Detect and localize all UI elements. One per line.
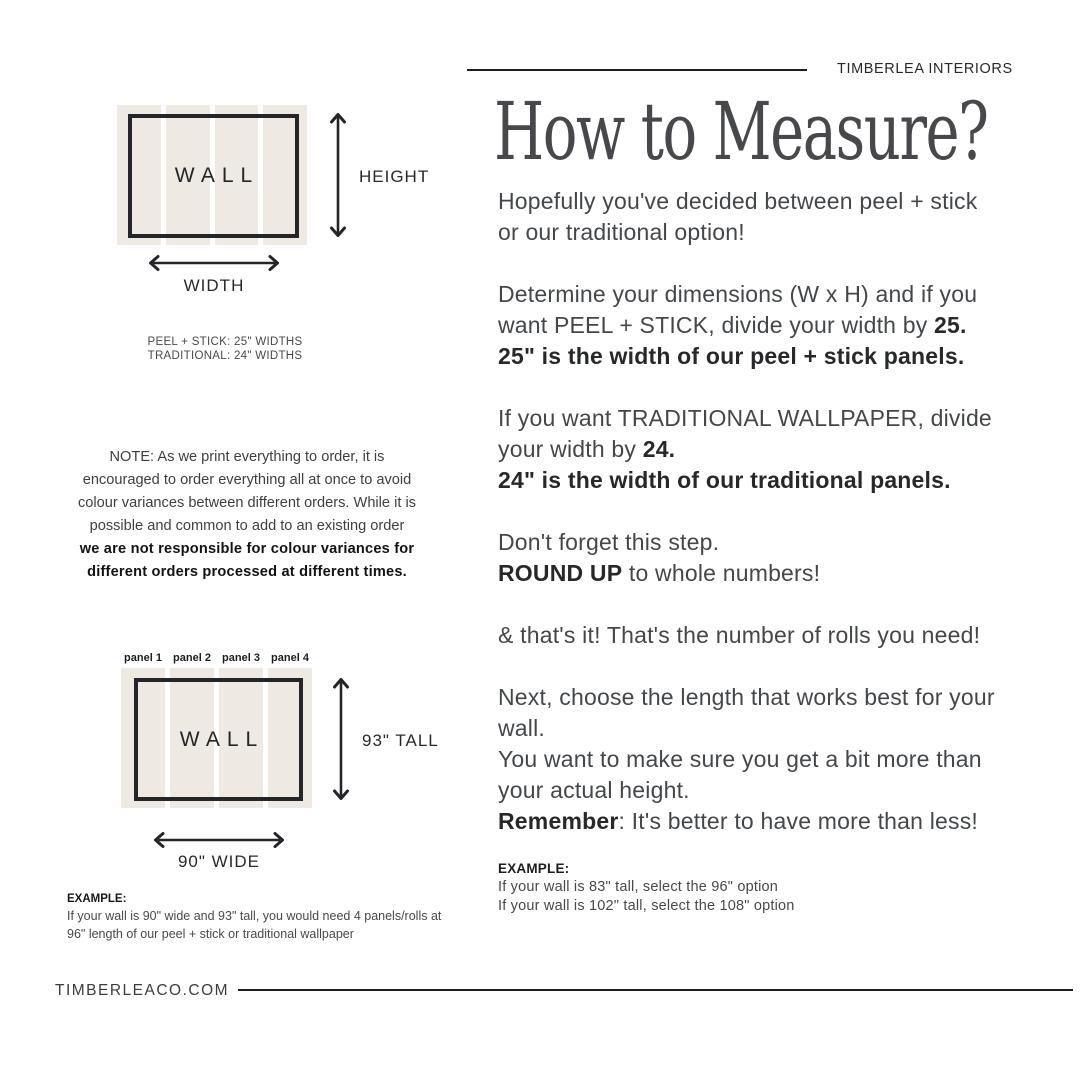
text-line: You want to make sure you get a bit more than (498, 746, 982, 772)
bold-span: 24. (642, 436, 676, 462)
spec-peel-stick: PEEL + STICK: 25" WIDTHS (147, 336, 303, 348)
note-line: colour variances between different orders. While it is (78, 495, 416, 511)
example-line: If your wall is 83" tall, select the 96" option (498, 879, 779, 895)
text-line: If you want TRADITIONAL WALLPAPER, divide (498, 405, 992, 431)
wall-label: WALL (179, 727, 265, 751)
text-line: or our traditional option! (498, 219, 745, 245)
text-span: : It's better to have more than less! (618, 808, 979, 834)
brand-text: TIMBERLEA INTERIORS (837, 61, 1013, 77)
left-example (67, 893, 441, 943)
para-round-up (498, 527, 1020, 589)
wall-outline (134, 678, 303, 801)
example-line: 96" length of our peel + stick or traditional wallpaper (67, 926, 354, 941)
text-span: your width by (498, 436, 643, 462)
spec-traditional: TRADITIONAL: 24" WIDTHS (147, 349, 303, 362)
note-line-bold: we are not responsible for colour variances for (79, 541, 415, 557)
panel-label-4: panel 4 (271, 652, 309, 664)
note-line: possible and common to add to an existing order (89, 518, 405, 534)
example-line: If your wall is 90" wide and 93" tall, you would need 4 panels/rolls at (67, 909, 442, 923)
header-divider (467, 69, 807, 71)
panel-label-1: panel 1 (124, 652, 162, 664)
wall-label: WALL (174, 164, 260, 187)
text-line: & that's it! That's the number of rolls you need! (498, 622, 981, 648)
text-line: Next, choose the length that works best for your (498, 684, 995, 710)
text-line (498, 806, 1020, 837)
height-label: HEIGHT (359, 167, 430, 186)
bold-span: 25. (934, 312, 967, 338)
right-example (498, 859, 1020, 916)
text-line: Hopefully you've decided between peel + stick (498, 188, 978, 214)
bold-span: Remember (498, 808, 619, 834)
wide-arrow-icon (153, 831, 285, 849)
wide-label: 90" WIDE (177, 852, 261, 871)
text-line (498, 558, 1020, 589)
panel-label-3: panel 3 (222, 652, 260, 664)
site-url: TIMBERLEACO.COM (55, 982, 230, 999)
para-thats-it (498, 620, 1020, 651)
page-title: How to Measure? (494, 85, 988, 178)
wall-outline (128, 114, 299, 238)
example-title: EXAMPLE: (498, 861, 570, 876)
width-label: WIDTH (183, 276, 245, 295)
width-arrow-icon (148, 254, 280, 272)
text-line: Don't forget this step. (498, 529, 720, 555)
para-traditional (498, 403, 1020, 496)
panel-width-spec (118, 336, 332, 363)
bold-span: ROUND UP (498, 560, 623, 586)
panel-labels-row (121, 652, 312, 664)
example-line: If your wall is 102" tall, select the 108" option (498, 898, 795, 914)
text-line: your actual height. (498, 777, 690, 803)
note-line: encouraged to order everything all at once to avoid (82, 472, 412, 488)
height-arrow-icon (329, 112, 347, 238)
text-line (498, 310, 1020, 341)
para-peel-stick (498, 279, 1020, 372)
note-line: NOTE: As we print everything to order, it is (109, 449, 385, 465)
tall-arrow-icon (332, 677, 350, 801)
text-line: Determine your dimensions (W x H) and if you (498, 281, 978, 307)
para-intro (498, 186, 1020, 248)
text-span: to whole numbers! (622, 560, 821, 586)
print-note (40, 446, 454, 584)
tall-label: 93" TALL (362, 731, 439, 750)
para-length (498, 682, 1020, 837)
text-line (498, 434, 1020, 465)
footer-divider (238, 989, 1073, 991)
example-title: EXAMPLE: (67, 893, 127, 905)
text-line: wall. (498, 715, 546, 741)
note-line-bold: different orders processed at different times. (87, 564, 407, 580)
body-copy (498, 186, 1020, 916)
text-line-bold: 25" is the width of our peel + stick panels. (498, 343, 965, 369)
text-line-bold: 24" is the width of our traditional panels. (498, 467, 951, 493)
text-span: want PEEL + STICK, divide your width by (498, 312, 935, 338)
panel-label-2: panel 2 (173, 652, 211, 664)
